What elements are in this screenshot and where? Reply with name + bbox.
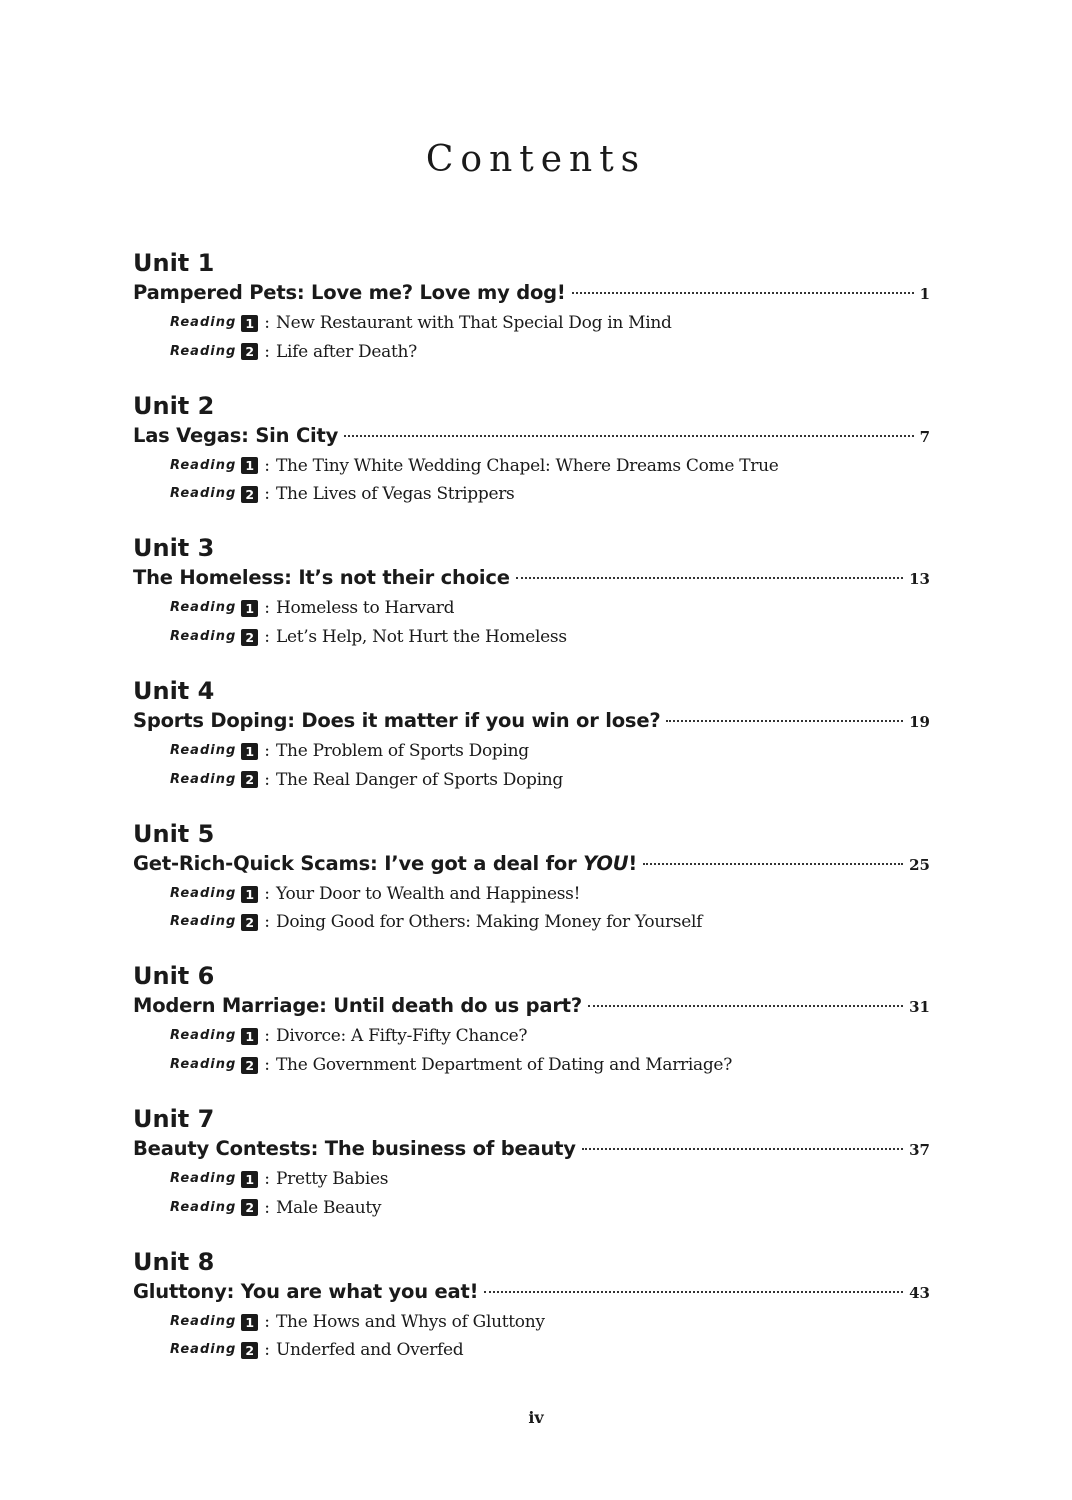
reading-number-badge: 1 [241,743,258,760]
reading-tag: Reading [170,628,237,644]
reading-title: Pretty Babies [276,1169,389,1190]
reading-tag: Reading [170,885,237,901]
reading-number-badge: 2 [241,629,258,646]
reading-title: The Tiny White Wedding Chapel: Where Dreams Come True [276,455,779,476]
unit-label: Unit 7 [133,1105,215,1134]
reading-title: New Restaurant with That Special Dog in Mind [276,313,672,333]
unit-title[interactable]: Las Vegas: Sin City [133,423,339,447]
reading-list [133,452,930,509]
reading-separator: : [264,598,271,619]
reading-number-badge: 2 [241,1057,258,1074]
dot-leader [572,292,914,294]
reading-tag: Reading [170,743,237,759]
unit-entry [133,533,930,676]
page-folio: iv [528,1408,544,1427]
unit-heading[interactable] [133,991,930,1021]
unit-label: Unit 2 [133,391,215,420]
reading-separator: : [264,1340,271,1361]
reading-separator: : [264,455,271,476]
reading-separator: : [264,313,271,333]
reading-separator: : [264,1197,271,1218]
reading-title: Doing Good for Others: Making Money for Yourself [276,912,703,933]
reading-tag: Reading [170,1171,237,1187]
reading-tag: Reading [170,343,237,359]
reading-number-badge: 2 [241,343,258,360]
reading-item[interactable] [170,766,930,795]
page-number: 19 [909,713,930,732]
unit-heading[interactable] [133,849,930,879]
reading-list [133,737,930,794]
reading-title: Male Beauty [276,1197,382,1218]
unit-title[interactable]: Modern Marriage: Until death do us part? [133,994,583,1018]
reading-number-badge: 1 [241,1314,258,1331]
reading-item[interactable] [170,1194,930,1223]
reading-list [133,1022,930,1079]
unit-entry [133,676,930,819]
unit-label: Unit 1 [133,249,215,277]
dot-leader [666,720,903,722]
unit-entry [133,1247,930,1390]
reading-item[interactable] [170,594,930,623]
reading-tag: Reading [170,1342,237,1358]
unit-title[interactable]: The Homeless: It’s not their choice [133,566,510,590]
reading-item[interactable] [170,908,930,937]
reading-item[interactable] [170,1165,930,1194]
reading-item[interactable] [170,309,930,338]
unit-heading[interactable] [133,1277,930,1307]
reading-tag: Reading [170,1313,237,1329]
reading-tag: Reading [170,771,237,787]
reading-number-badge: 2 [241,1199,258,1216]
reading-number-badge: 2 [241,1342,258,1359]
reading-title: Let’s Help, Not Hurt the Homeless [276,626,567,647]
reading-tag: Reading [170,1199,237,1215]
reading-number-badge: 1 [241,1028,258,1045]
contents-list [133,248,930,1390]
dot-leader [344,435,913,437]
reading-separator: : [264,741,271,762]
dot-leader [643,863,903,865]
unit-title[interactable]: Get-Rich-Quick Scams: I’ve got a deal for YOU! [133,851,638,875]
reading-list [133,880,930,937]
unit-entry [133,1104,930,1247]
reading-tag: Reading [170,457,237,473]
page-number: 43 [909,1283,930,1302]
reading-number-badge: 2 [241,486,258,503]
unit-entry [133,819,930,962]
page-number: 7 [919,427,930,446]
dot-leader [582,1148,903,1150]
reading-item[interactable] [170,880,930,909]
reading-list [133,309,930,366]
reading-separator: : [264,883,271,904]
reading-title: The Hows and Whys of Gluttony [276,1311,545,1332]
reading-item[interactable] [170,737,930,766]
unit-title[interactable]: Sports Doping: Does it matter if you win or lose? [133,709,661,733]
reading-item[interactable] [170,1336,930,1365]
reading-number-badge: 2 [241,771,258,788]
page-number: 25 [909,855,930,874]
reading-item[interactable] [170,452,930,481]
unit-label: Unit 3 [133,534,215,563]
reading-item[interactable] [170,1022,930,1051]
reading-title: Underfed and Overfed [276,1340,464,1361]
dot-leader [484,1291,903,1293]
reading-list [133,1165,930,1222]
reading-number-badge: 1 [241,1171,258,1188]
reading-separator: : [264,1169,271,1190]
reading-separator: : [264,1026,271,1047]
unit-title[interactable]: Pampered Pets: Love me? Love my dog! [133,281,566,304]
unit-title[interactable]: Beauty Contests: The business of beauty [133,1137,576,1161]
reading-tag: Reading [170,600,237,616]
reading-tag: Reading [170,1028,237,1044]
reading-item[interactable] [170,480,930,509]
unit-heading[interactable] [133,421,930,451]
unit-entry [133,391,930,534]
reading-number-badge: 1 [241,315,258,332]
reading-title: The Problem of Sports Doping [276,741,529,762]
reading-title: Life after Death? [276,341,417,362]
reading-number-badge: 1 [241,886,258,903]
reading-tag: Reading [170,486,237,502]
reading-separator: : [264,626,271,647]
unit-heading[interactable] [133,278,930,308]
reading-separator: : [264,1311,271,1332]
reading-title: The Real Danger of Sports Doping [276,769,563,790]
reading-separator: : [264,484,271,505]
reading-number-badge: 1 [241,600,258,617]
reading-separator: : [264,1054,271,1075]
unit-title[interactable]: Gluttony: You are what you eat! [133,1279,479,1303]
dot-leader [516,577,903,579]
unit-entry [133,248,930,391]
unit-label: Unit 5 [133,819,215,848]
reading-number-badge: 1 [241,457,258,474]
reading-separator: : [264,769,271,790]
reading-item[interactable] [170,338,930,367]
reading-item[interactable] [170,1308,930,1337]
unit-label: Unit 6 [133,962,215,991]
unit-heading[interactable] [133,563,930,593]
reading-separator: : [264,341,271,362]
reading-title: Your Door to Wealth and Happiness! [276,883,581,904]
page-number: 13 [909,570,930,589]
unit-heading[interactable] [133,1134,930,1164]
reading-tag: Reading [170,914,237,930]
reading-item[interactable] [170,1051,930,1080]
page-title: Contents [425,139,647,180]
page-number: 1 [919,285,930,303]
reading-title: The Government Department of Dating and Marriage? [276,1054,733,1075]
page-number: 31 [909,998,930,1017]
reading-item[interactable] [170,623,930,652]
unit-label: Unit 8 [133,1247,215,1276]
reading-separator: : [264,912,271,933]
page-number: 37 [909,1141,930,1160]
reading-tag: Reading [170,315,237,330]
reading-title: Divorce: A Fifty-Fifty Chance? [276,1026,528,1047]
reading-title: The Lives of Vegas Strippers [276,484,515,505]
reading-number-badge: 2 [241,914,258,931]
reading-tag: Reading [170,1056,237,1072]
dot-leader [588,1005,903,1007]
unit-entry [133,961,930,1104]
unit-heading[interactable] [133,706,930,736]
reading-list [133,594,930,651]
reading-title: Homeless to Harvard [276,598,455,619]
reading-list [133,1308,930,1365]
unit-label: Unit 4 [133,677,215,706]
